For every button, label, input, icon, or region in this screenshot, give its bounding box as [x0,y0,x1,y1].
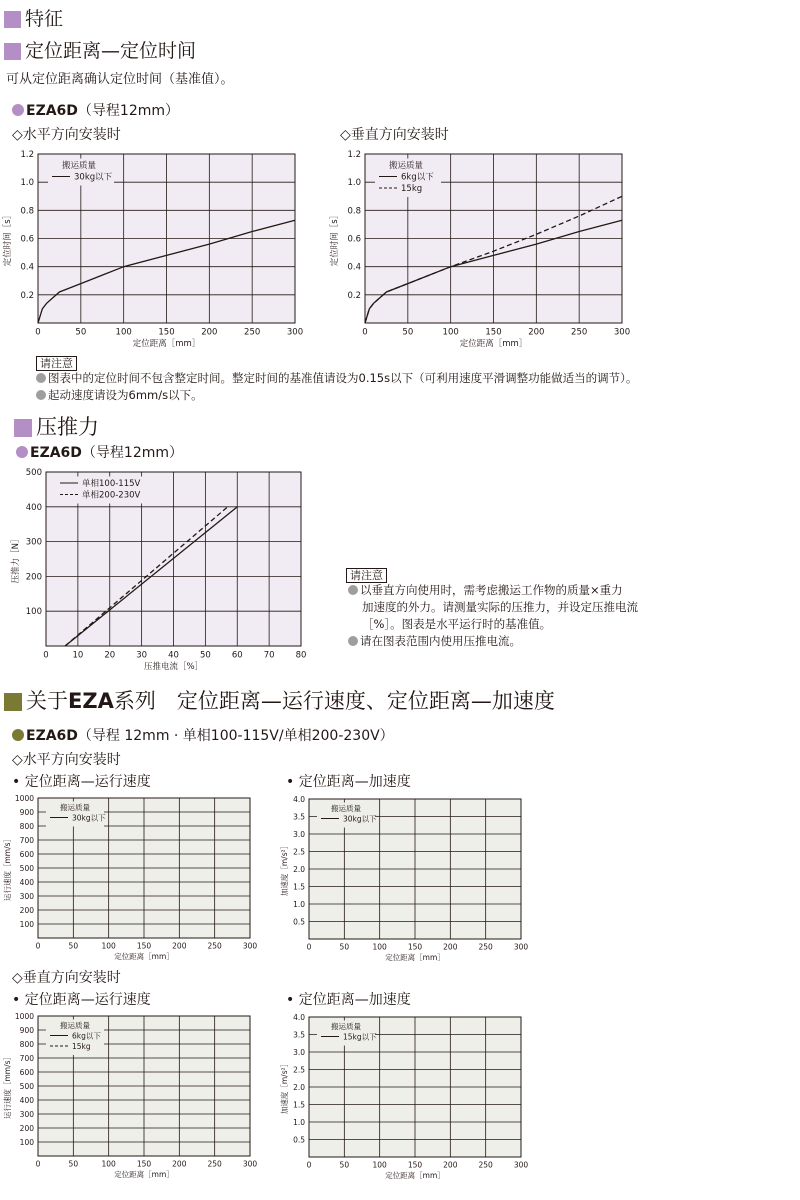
x-tick-label: 0 [35,1159,41,1169]
thrust-note-1b: 加速度的外力。请测量实际的压推力，并设定压推电流 [362,600,638,614]
x-tick-label: 150 [407,1160,423,1170]
x-tick-label: 300 [513,1160,529,1170]
x-tick-label: 250 [478,942,493,952]
y-tick-label: 500 [19,1082,34,1091]
note-label: 请注意 [346,568,387,583]
y-tick-label: 100 [25,607,42,618]
y-tick-label: 300 [19,892,34,901]
thrust-model-suffix: （导程12mm） [81,445,184,461]
x-tick-label: 80 [295,650,307,661]
positioning-heading [4,36,196,63]
x-tick-label: 50 [402,327,414,338]
y-tick-label: 0.6 [347,234,361,245]
thrust-model-heading [16,442,183,462]
legend-entry: 单相200-230V [82,490,141,501]
y-tick-label: 700 [19,1054,34,1063]
x-tick-label: 40 [168,650,179,661]
y-axis-label: 运行速度［mm/s］ [3,834,12,902]
legend-entry: 15kg以下 [343,1032,377,1042]
horizontal-mount-label: ◇水平方向安装时 [12,127,121,143]
x-tick-label: 70 [263,650,275,661]
eza-vertical-label: ◇垂直方向安装时 [12,970,121,986]
positioning-description: 可从定位距离确认定位时间（基准值）。 [6,72,234,87]
y-tick-label: 0.8 [347,206,361,217]
circle-icon [12,104,24,116]
thrust-note-1-text: 以垂直方向使用时，需考虑搬运工作物的质量×重力 [360,583,623,597]
y-tick-label: 1.0 [293,1118,305,1127]
y-tick-label: 600 [19,1068,34,1077]
x-tick-label: 0 [306,1160,312,1170]
y-tick-label: 200 [19,1124,34,1133]
thrust-note-2-text: 请在图表范围内使用压推电流。 [360,634,521,648]
chart-speed-vertical [0,1010,270,1180]
features-title: 特征 [25,8,64,30]
y-tick-label: 600 [19,850,34,859]
x-tick-label: 50 [68,1159,79,1169]
x-tick-label: 250 [207,941,222,951]
square-icon [4,43,21,60]
thrust-note-2 [348,633,521,649]
eza-horizontal-label: ◇水平方向安装时 [12,752,121,768]
y-tick-label: 1.0 [293,900,305,909]
y-tick-label: 1.5 [293,882,305,892]
x-tick-label: 100 [442,327,459,338]
x-tick-label: 50 [199,650,211,661]
vertical-mount-label: ◇垂直方向安装时 [340,127,449,143]
y-axis-label: 压推力［N］ [11,534,21,584]
x-tick-label: 200 [528,327,545,338]
y-tick-label: 200 [19,906,34,915]
square-icon [4,693,22,711]
thrust-note-1 [348,582,623,598]
y-tick-label: 800 [19,1040,34,1049]
legend-title: 搬运质量 [60,1021,90,1030]
y-tick-label: 300 [19,1110,34,1119]
y-tick-label: 700 [19,836,34,845]
x-axis-label: 定位距离［mm］ [114,952,174,961]
speed-title-1-text: 定位距离—运行速度 [24,774,151,790]
y-tick-label: 0.6 [20,234,34,245]
x-tick-label: 0 [35,327,41,338]
legend-entry: 15kg [72,1042,91,1051]
x-tick-label: 200 [172,941,187,951]
x-tick-label: 300 [242,1159,258,1169]
y-tick-label: 2.0 [293,1083,305,1092]
x-tick-label: 200 [172,1159,187,1169]
y-tick-label: 0.5 [293,917,305,927]
y-tick-label: 2.5 [293,1065,305,1075]
y-tick-label: 400 [25,502,42,513]
x-tick-label: 50 [339,942,350,952]
y-tick-label: 900 [19,1026,34,1035]
legend-entry: 30kg以下 [72,813,106,823]
chart-thrust [0,464,320,670]
y-tick-label: 1000 [14,794,34,803]
x-tick-label: 300 [613,327,631,338]
y-axis-label: 定位时间［s］ [330,210,340,267]
model-heading [12,100,179,120]
x-tick-label: 250 [571,327,588,338]
x-tick-label: 300 [242,941,258,951]
chart-accel-vertical [280,1010,540,1180]
chart-speed-horizontal [0,792,270,962]
x-tick-label: 150 [136,941,152,951]
x-tick-label: 10 [72,650,84,661]
y-tick-label: 0.4 [347,262,361,273]
x-tick-label: 300 [513,942,529,952]
x-tick-label: 0 [35,941,41,951]
y-tick-label: 2.5 [293,847,305,857]
legend-entry: 15kg [401,184,423,194]
y-tick-label: 0.8 [20,206,34,217]
y-tick-label: 2.0 [293,865,305,874]
eza-heading [4,685,555,715]
circle-icon [16,446,28,458]
y-tick-label: 3.5 [293,812,305,822]
chart-time-vertical [328,146,648,348]
legend-title: 搬运质量 [60,803,90,812]
legend-entry: 6kg以下 [72,1031,101,1041]
accel-title-1-text: 定位距离—加速度 [298,774,411,790]
x-tick-label: 100 [101,1159,116,1169]
accel-title-2: • 定位距离—加速度 [286,992,411,1008]
eza-title-rest: 系列 定位距离—运行速度、定位距离—加速度 [113,689,555,713]
eza-title-prefix: 关于 [26,689,68,713]
speed-title-2-text: 定位距离—运行速度 [24,992,151,1008]
y-axis-label: 运行速度［mm/s］ [3,1052,12,1120]
legend-entry: 30kg以下 [343,814,377,824]
y-tick-label: 500 [25,468,42,478]
thrust-heading [14,411,99,441]
x-tick-label: 50 [68,941,79,951]
note-label: 请注意 [36,356,77,371]
eza-model-label: EZA6D [26,728,78,744]
y-tick-label: 100 [19,920,34,929]
x-tick-label: 150 [407,942,423,952]
y-tick-label: 0.5 [293,1135,305,1145]
y-tick-label: 1.2 [347,150,361,160]
x-axis-label: 定位距离［mm］ [385,1171,445,1180]
y-tick-label: 400 [19,1096,34,1105]
positioning-title: 定位距离—定位时间 [25,40,197,62]
y-axis-label: 加速度［m/s²］ [280,841,289,897]
x-tick-label: 30 [136,650,148,661]
x-tick-label: 0 [306,942,312,952]
x-tick-label: 200 [443,1160,458,1170]
y-tick-label: 0.4 [20,262,34,273]
legend-title: 搬运质量 [389,161,424,171]
y-tick-label: 900 [19,808,34,817]
y-axis-label: 定位时间［s］ [3,210,13,267]
y-tick-label: 1.5 [293,1100,305,1110]
x-tick-label: 100 [115,327,132,338]
note-2-text: 起动速度请设为6mm/s以下。 [48,388,203,402]
x-tick-label: 200 [201,327,218,338]
x-axis-label: 定位距离［mm］ [114,1170,174,1179]
note-box-2 [346,564,387,583]
square-icon [4,11,21,28]
x-tick-label: 300 [286,327,304,338]
chart-accel-horizontal [280,792,540,962]
x-tick-label: 150 [158,327,175,338]
x-tick-label: 60 [231,650,243,661]
bullet-icon [348,636,358,646]
y-tick-label: 1.2 [20,150,34,160]
model-label: EZA6D [26,103,78,119]
x-tick-label: 250 [478,1160,493,1170]
y-tick-label: 400 [19,878,34,887]
x-tick-label: 100 [372,1160,387,1170]
accel-title-1: • 定位距离—加速度 [286,774,411,790]
eza-title-bold: EZA [68,689,114,713]
legend-title: 搬运质量 [331,804,361,813]
x-tick-label: 200 [443,942,458,952]
legend-entry: 单相100-115V [82,479,141,489]
thrust-title: 压推力 [36,415,99,439]
x-tick-label: 50 [75,327,87,338]
y-tick-label: 100 [19,1138,34,1147]
x-tick-label: 250 [207,1159,222,1169]
x-tick-label: 0 [43,650,49,661]
x-tick-label: 250 [244,327,261,338]
y-tick-label: 3.5 [293,1030,305,1040]
y-tick-label: 300 [25,537,42,548]
y-tick-label: 0.2 [347,290,361,301]
speed-title-2: • 定位距离—运行速度 [12,992,151,1008]
bullet-icon [36,390,46,400]
y-tick-label: 4.0 [293,795,305,804]
speed-title-1: • 定位距离—运行速度 [12,774,151,790]
x-tick-label: 0 [362,327,368,338]
note-box-1 [36,352,77,371]
x-tick-label: 150 [136,1159,152,1169]
thrust-note-1c: ［%］。图表是水平运行时的基准值。 [362,617,552,631]
x-axis-label: 定位距离［mm］ [385,953,445,962]
y-tick-label: 800 [19,822,34,831]
x-tick-label: 100 [372,942,387,952]
note-1-text: 图表中的定位时间不包含整定时间。整定时间的基准值请设为0.15s以下（可利用速度平滑调整功能做适当的调节）。 [48,371,638,385]
x-tick-label: 20 [104,650,116,661]
y-tick-label: 200 [25,572,42,583]
y-tick-label: 1000 [14,1012,34,1021]
y-tick-label: 4.0 [293,1013,305,1022]
legend-entry: 30kg以下 [74,172,113,183]
note-1 [36,370,637,386]
y-tick-label: 3.0 [293,830,305,839]
bullet-icon [36,373,46,383]
bullet-icon [348,585,358,595]
circle-icon [12,729,24,741]
x-axis-label: 定位距离［mm］ [459,339,528,348]
features-heading [4,4,63,31]
y-tick-label: 3.0 [293,1048,305,1057]
y-tick-label: 1.0 [20,178,34,189]
note-2 [36,387,203,403]
legend-title: 搬运质量 [62,161,97,171]
chart-time-horizontal [0,146,320,348]
x-axis-label: 定位距离［mm］ [132,339,201,348]
model-suffix: （导程12mm） [77,103,180,119]
x-axis-label: 压推电流［%］ [143,662,204,670]
eza-model-suffix: （导程 12mm · 单相100-115V/单相200-230V） [77,728,394,744]
legend-entry: 6kg以下 [401,172,434,183]
y-tick-label: 0.2 [20,290,34,301]
x-tick-label: 150 [485,327,502,338]
eza-model-heading [12,725,394,745]
x-tick-label: 100 [101,941,116,951]
thrust-model-label: EZA6D [30,445,82,461]
accel-title-2-text: 定位距离—加速度 [298,992,411,1008]
x-tick-label: 50 [339,1160,350,1170]
legend-title: 搬运质量 [331,1022,361,1031]
y-tick-label: 500 [19,864,34,873]
y-axis-label: 加速度［m/s²］ [280,1059,289,1115]
square-icon [14,419,32,437]
y-tick-label: 1.0 [347,178,361,189]
